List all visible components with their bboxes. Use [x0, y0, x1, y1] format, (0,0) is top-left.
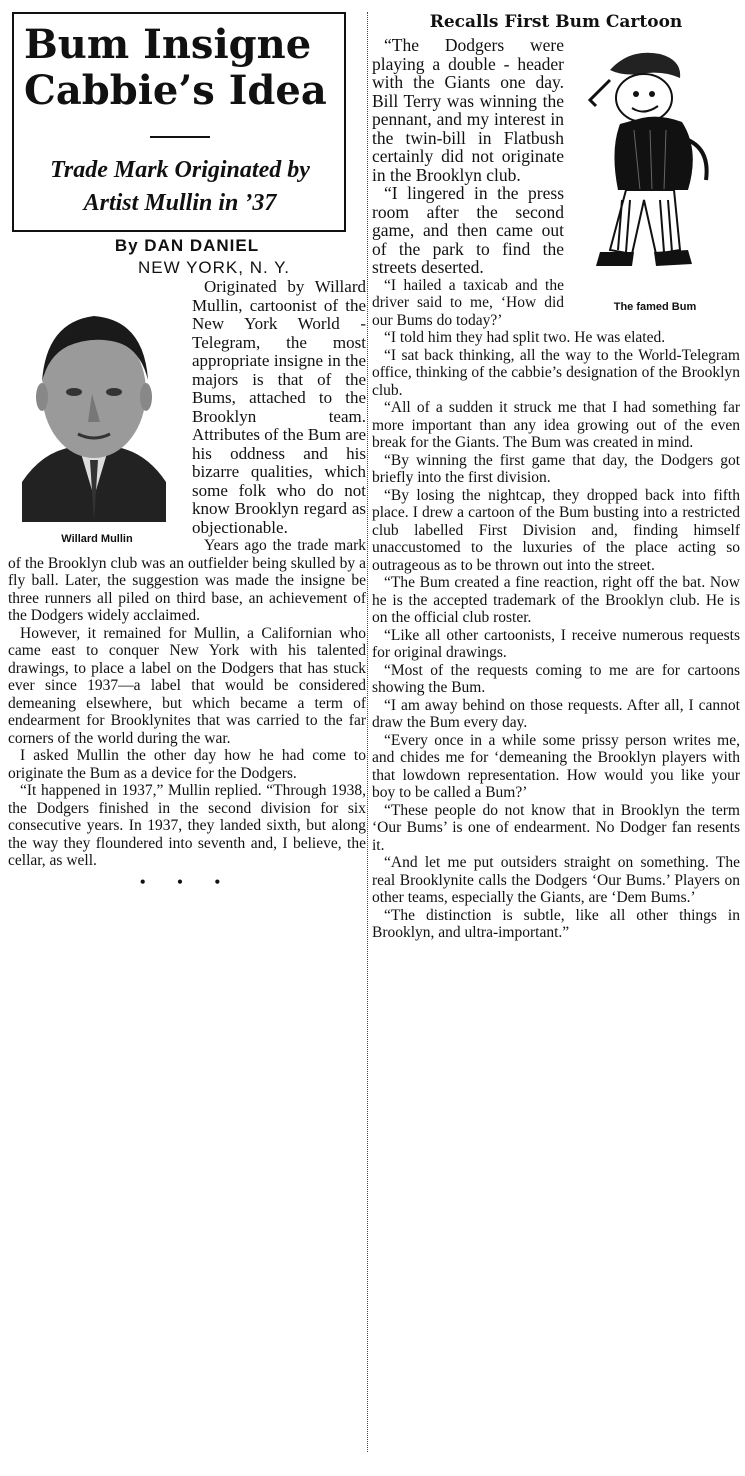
right-lead-paragraph-2: “I lingered in the press room after the second game, and then came out of the park to find the streets deserted. — [372, 183, 564, 277]
dateline: NEW YORK, N. Y. — [138, 258, 290, 277]
headline-box — [12, 12, 346, 232]
byline: By DAN DANIEL — [114, 236, 260, 255]
left-paragraph-4: I asked Mullin the other day how he had come to originate the Bum as a device for the Dodgers. — [8, 747, 366, 782]
left-paragraph-1: Originated by Willard Mullin, cartoonist of the New York World - Telegram, the most appropriate insigne in the majors is that of the Bums, attached to the Brooklyn team. Attributes of the Bum are his oddness and his bizarre qualities, which some folk who do not know Brooklyn regard as objectionable. — [192, 277, 366, 537]
headline: Bum Insigne Cabbie’s Idea — [24, 21, 327, 114]
right-paragraph-4: “All of a sudden it struck me that I had something far more important than any idea growing out of the even break for the Giants. The Bum was created in mind. — [372, 399, 740, 451]
portrait-photo — [12, 282, 176, 522]
cartoon-caption: The famed Bum — [613, 300, 697, 313]
right-paragraph-11: “Every once in a while some prissy person writes me, and chides me for ‘demeaning the Brooklyn players with that lowdown representation. How would you like your boy to be called a Bum?’ — [372, 731, 740, 801]
bum-cartoon-image — [570, 40, 730, 290]
left-paragraph-3: However, it remained for Mullin, a Californian who came east to conquer New York with his talented drawings, to place a label on the Dodgers that has stuck ever since 1937—a label that would be considered demeaning elsewhere, but which became a term of endearment for Brooklynites that was carried to the far corners of the world during the war. — [8, 624, 366, 747]
right-paragraph-14: “The distinction is subtle, like all other things in Brooklyn, and ultra-important.” — [372, 906, 740, 941]
right-body — [372, 36, 740, 942]
deck: Trade Mark Originated by Artist Mullin in ’37 — [50, 157, 310, 216]
portrait-caption: Willard Mullin — [61, 532, 133, 545]
right-paragraph-12: “These people do not know that in Brooklyn the term ‘Our Bums’ is one of endearment. No Dodger fan resents it. — [372, 801, 740, 854]
portrait-figure — [12, 282, 182, 548]
headline-rule — [150, 136, 210, 138]
subheading: Recalls First Bum Cartoon — [429, 12, 683, 32]
right-paragraph-1: “I hailed a taxicab and the driver said to me, ‘How did our Bums do today?’ — [372, 276, 564, 329]
right-column — [372, 12, 740, 942]
left-paragraph-5: “It happened in 1937,” Mullin replied. “Through 1938, the Dodgers finished in the second division for six consecutive years. In 1937, they landed sixth, but along the way they floundered into seventh and, I believe, the cellar, as well. — [8, 782, 366, 869]
section-break: • • • — [139, 873, 235, 891]
right-paragraph-8: “Like all other cartoonists, I receive numerous requests for original drawings. — [372, 626, 740, 661]
column-divider — [367, 12, 369, 1452]
right-lead-paragraph: “The Dodgers were playing a double - header with the Giants one day. Bill Terry was winning the pennant, and my interest in the twin-bill in Flatbush certainly did not originate in the Brooklyn club. — [372, 35, 564, 185]
right-paragraph-9: “Most of the requests coming to me are for cartoons showing the Bum. — [372, 661, 740, 696]
right-paragraph-6: “By losing the nightcap, they dropped back into fifth place. I drew a cartoon of the Bum busting into a restricted club labelled First Division and, finding himself unaccustomed to the luxuries of the place acting so outrageous as to be thrown out into the street. — [372, 486, 740, 574]
right-paragraph-3: “I sat back thinking, all the way to the World-Telegram office, thinking of the cabbie’s designation of the Brooklyn club. — [372, 346, 740, 399]
right-paragraph-5: “By winning the first game that day, the Dodgers got briefly into the first division. — [372, 451, 740, 486]
right-paragraph-7: “The Bum created a fine reaction, right off the bat. Now he is the accepted trademark of the Brooklyn club. He is on the official club roster. — [372, 574, 740, 626]
right-paragraph-2: “I told him they had split two. He was elated. — [384, 329, 666, 346]
left-column — [8, 12, 366, 891]
left-paragraph-2: Years ago the trade mark of the Brooklyn club was an outfielder being skulled by a fly ball. Later, the suggestion was made the insigne be three runners all piled on third base, an achievement of the Dodgers widely acclaimed. — [8, 537, 366, 624]
left-body — [8, 278, 366, 891]
right-paragraph-13: “And let me put outsiders straight on something. The real Brooklynite calls the Dodgers ‘Our Bums.’ Players on other teams, especially the Giants, are ‘Dem Bums.’ — [372, 854, 740, 906]
right-paragraph-10: “I am away behind on those requests. After all, I cannot draw the Bum every day. — [372, 696, 740, 731]
cartoon-figure — [570, 40, 740, 316]
